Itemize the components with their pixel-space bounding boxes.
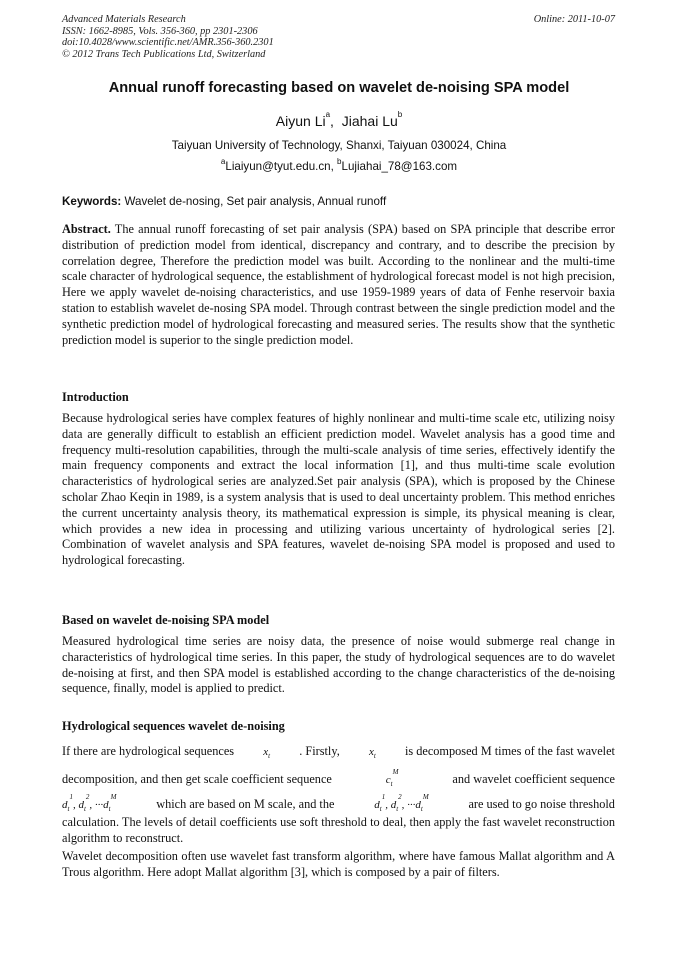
journal-name: Advanced Materials Research — [62, 14, 186, 25]
emails — [0, 157, 678, 173]
hydro-line-1 — [62, 744, 615, 760]
keywords-text: Wavelet de-nosing, Set pair analysis, Annual runoff — [121, 195, 387, 208]
hydro-line2-a: decomposition, and then get scale coefficient sequence — [62, 772, 332, 786]
d-sequence-symbol: $d_t^1$, $d_t^2$, $\cdot\cdot\cdot d_t^M$ — [62, 793, 117, 814]
author-separator: , — [330, 113, 334, 129]
model-text: Measured hydrological time series are noisy data, the presence of noise would submerge real change in characteristics of hydrological time series. In this paper, the study of hydrological sequences are to do wavelet de-noising at first, and then SPA model is established according to the change characteristics of the de-noising sequence, finally, model is applied to predict. — [62, 634, 615, 696]
affiliation: Taiyuan University of Technology, Shanxi, Taiyuan 030024, China — [171, 139, 507, 152]
abstract-label: Abstract. — [62, 222, 111, 236]
header — [62, 14, 615, 60]
authors — [0, 110, 678, 129]
online-date: Online: 2011-10-07 — [533, 14, 615, 25]
email-a: Liaiyun@tyut.edu.cn, — [225, 160, 338, 173]
hydro-line3-a: which are based on M scale, and the — [156, 797, 335, 811]
introduction-text: Because hydrological series have complex features of highly nonlinear and multi-time scale etc, utilizing noisy data are generally difficult to establish an efficient prediction model. Wavelet analysis has a good time and frequency multi-resolution capabilities, through the multi-scale analysis of time series, effectively identify the main frequency components and extract the local information [1], and thus multi-time scale evolution characteristics of hydrological series are analyzed.Set pair analysis (SPA), which is proposed by the Chinese scholar Zhao Keqin in 1989, is a system analysis that is used to deal uncertainty problem. This method enriches the current uncertainty analysis theory, its mathematical expression is simple, its physical meaning is clear, which provides a new idea in processing and utilizing various uncertainty of hydrological series [2]. Combination of wavelet analysis and SPA features, wavelet de-noising SPA model is proposed and used to hydrological forecasting. — [62, 411, 615, 568]
author-1-sup: a — [325, 110, 331, 119]
author-2: Jiahai Lu — [341, 113, 398, 129]
c-t-m-symbol: $c_t^M$ — [385, 768, 399, 789]
x-t-symbol-2: $x_t$ — [368, 746, 376, 761]
hydro-line1-b: . Firstly, — [299, 744, 340, 758]
hydro-heading: Hydrological sequences wavelet de-noising — [62, 719, 285, 733]
copyright-line: © 2012 Trans Tech Publications Ltd, Switzerland — [62, 48, 266, 60]
hydro-line2-b: and wavelet coefficient sequence — [452, 772, 615, 786]
hydro-line-4: calculation. The levels of detail coefficients use soft threshold to deal, then apply the fast wavelet reconstruction algorithm to reconstruct. — [62, 815, 615, 845]
model-heading: Based on wavelet de-noising SPA model — [62, 613, 270, 627]
keywords — [62, 195, 615, 208]
abstract-text: The annual runoff forecasting of set pair analysis (SPA) based on SPA principle that describe error distribution of prediction model from identical, discrepancy and contrary, and to describe the precision by correlation degree, Therefore the prediction model was built. According to the nonlinear and the multi-time scale character of hydrological sequence, the establishment of hydrological forecast model is not high precision, Here we apply wavelet de-noising characteristics, and use 1959-1989 years of data of Fenhe reservoir baxia station to establish wavelet de-nosing SPA model. Through contrast between the single prediction model and the synthetic prediction model of hydrological forecasting and measured series. The results show that the synthetic prediction model is superior to the single prediction model. — [62, 222, 615, 347]
hydro-line1-c: is decomposed M times of the fast wavelet — [404, 744, 615, 758]
x-t-symbol: $x_t$ — [263, 746, 271, 761]
mallat-paragraph: Wavelet decomposition often use wavelet fast transform algorithm, where have famous Mallat algorithm and A Trous algorithm. Here adopt Mallat algorithm [3], which is composed by a pair of filters. — [62, 849, 615, 879]
author-2-sup: b — [397, 110, 403, 119]
hydro-line-3 — [62, 793, 615, 814]
hydro-line1-a: If there are hydrological sequences — [62, 744, 235, 758]
paper-title: Annual runoff forecasting based on wavelet de-noising SPA model — [108, 80, 570, 96]
hydro-line3-b: are used to go noise threshold — [468, 797, 615, 811]
email-b-sup: b — [337, 157, 342, 166]
doi-line: doi:10.4028/www.scientific.net/AMR.356-360.2301 — [62, 37, 274, 49]
keywords-label: Keywords: — [62, 195, 122, 208]
issn-line: ISSN: 1662-8985, Vols. 356-360, pp 2301-2306 — [62, 25, 258, 37]
abstract — [62, 222, 615, 348]
introduction-heading: Introduction — [62, 390, 129, 404]
d-sequence-symbol-2: $d_t^1$, $d_t^2$, $\cdot\cdot\cdot d_t^M$ — [374, 793, 429, 814]
email-b: Lujiahai_78@163.com — [341, 160, 458, 173]
email-a-sup: a — [220, 157, 226, 166]
author-1: Aiyun Li — [275, 113, 326, 129]
hydro-line-2 — [62, 768, 615, 789]
